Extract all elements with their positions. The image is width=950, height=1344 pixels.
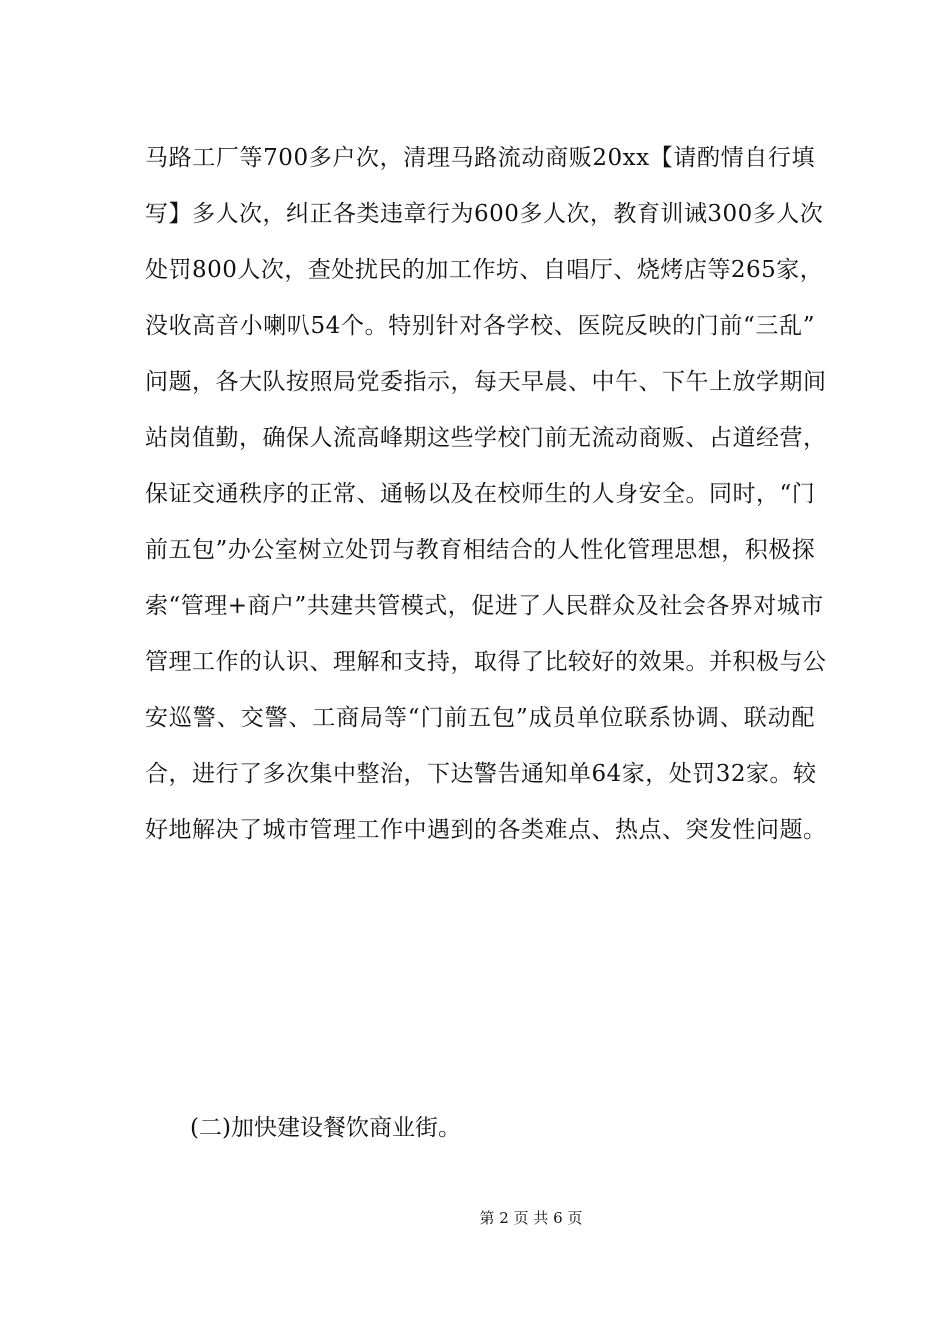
text-line: 马路工厂等700多户次，清理马路流动商贩20xx【请酌情自行填: [145, 145, 815, 171]
text-line: 前五包”办公室树立处罚与教育相结合的人性化管理思想，积极探: [145, 537, 816, 563]
text-line: 管理工作的认识、理解和支持，取得了比较好的效果。并积极与公: [145, 649, 827, 675]
text-line: 没收高音小喇叭54个。特别针对各学校、医院反映的门前“三乱”: [145, 313, 815, 339]
body-paragraph: [145, 134, 827, 862]
section-heading: (二)加快建设餐饮商业街。: [190, 1115, 461, 1141]
text-line: 安巡警、交警、工商局等“门前五包”成员单位联系协调、联动配: [145, 705, 815, 731]
text-line: 合，进行了多次集中整治，下达警告通知单64家，处罚32家。较: [145, 761, 817, 787]
text-line: 处罚800人次，查处扰民的加工作坊、自唱厅、烧烤店等265家，: [145, 257, 824, 283]
text-line: 站岗值勤，确保人流高峰期这些学校门前无流动商贩、占道经营，: [145, 425, 827, 451]
text-line: 问题，各大队按照局党委指示，每天早晨、中午、下午上放学期间: [145, 369, 827, 395]
page-number: 第 2 页 共 6 页: [479, 1209, 583, 1227]
text-line: 好地解决了城市管理工作中遇到的各类难点、热点、突发性问题。: [145, 817, 827, 843]
text-line: 保证交通秩序的正常、通畅以及在校师生的人身安全。同时，“门: [145, 481, 816, 507]
text-line: 写】多人次，纠正各类违章行为600多人次，教育训诫300多人次: [145, 201, 824, 227]
text-line: 索“管理+商户”共建共管模式，促进了人民群众及社会各界对城市: [145, 593, 824, 619]
page-footer: [0, 1206, 950, 1230]
